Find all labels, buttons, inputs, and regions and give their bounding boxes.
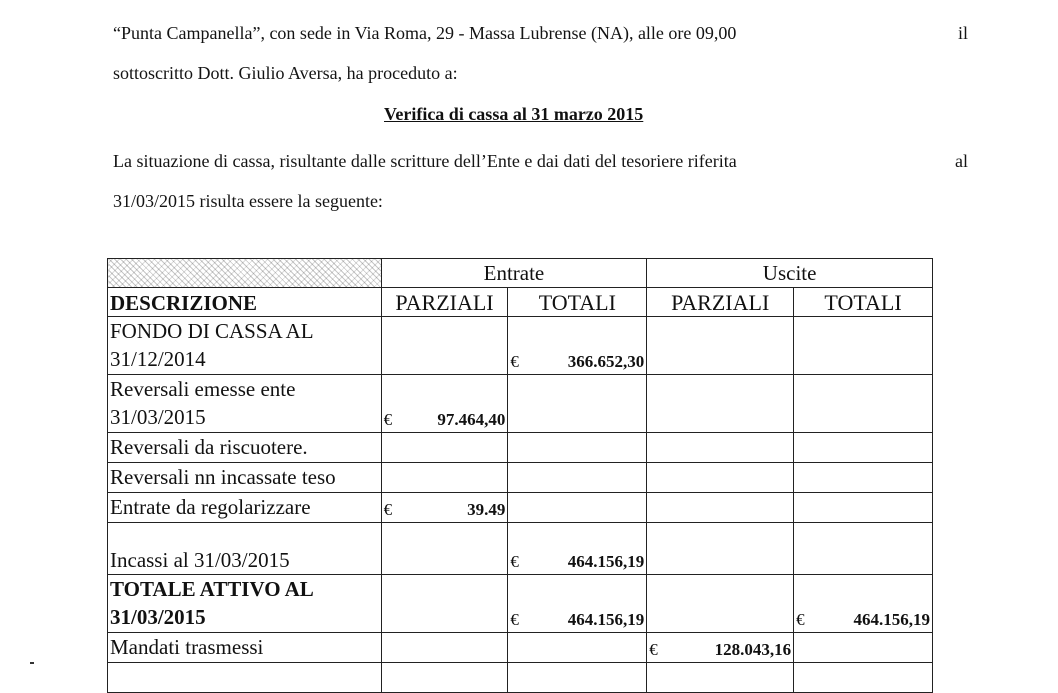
totali-uscite-cell [794,663,933,693]
paragraph-line-3-text: La situazione di cassa, risultante dalle scritture dell’Ente e dai dati del tesoriere riferita [113,151,737,171]
euro-sign: € [649,640,658,659]
parziali-uscite-cell [647,523,794,575]
paragraph-line-3-end: al [955,151,968,171]
table-row [108,375,933,433]
totali-entrate-cell [508,493,647,523]
section-heading: Verifica di cassa al 31 marzo 2015 [384,104,644,124]
totali-entrate-cell [508,575,647,633]
totali-entrate-cell [508,375,647,433]
parziali-uscite-cell [647,575,794,633]
euro-sign: € [383,500,393,519]
parziali-entrate-cell [381,523,508,575]
amount-value: 366.652,30 [567,352,645,371]
parziali-uscite-cell [647,663,794,693]
euro-sign: € [383,410,393,429]
totali-entrate-cell [508,633,647,663]
euro-sign: € [510,552,519,571]
amount [796,610,930,632]
amount-value: 97.464,40 [437,410,506,429]
uscite-group-header: Uscite [647,259,933,288]
parziali-entrate-header: PARZIALI [381,288,508,317]
parziali-uscite-header: PARZIALI [647,288,794,317]
euro-sign: € [796,610,805,629]
parziali-entrate-cell [381,317,508,375]
table-row [108,433,933,463]
row-description: Reversali emesse ente 31/03/2015 [108,375,382,433]
amount [510,352,644,374]
parziali-entrate-cell [381,633,508,663]
parziali-entrate-cell [381,463,508,493]
row-description: Entrate da regolarizzare [108,493,382,523]
totali-uscite-cell [794,375,933,433]
table-row [108,493,933,523]
row-description: Reversali da riscuotere. [108,433,382,463]
table-row [108,523,933,575]
parziali-uscite-cell [647,375,794,433]
cash-table-wrapper [107,258,933,678]
row-description: TOTALE ATTIVO AL 31/03/2015 [108,575,382,633]
paragraph-line-2: sottoscritto Dott. Giulio Aversa, ha proceduto a: [113,63,458,83]
totali-entrate-header: TOTALI [508,288,647,317]
cash-situation-table [107,258,933,693]
parziali-uscite-cell [647,633,794,663]
paragraph-line-1-end: il [957,23,968,43]
amount [510,610,644,632]
parziali-entrate-cell [381,375,508,433]
row-description: Reversali nn incassate teso [108,463,382,493]
euro-sign: € [510,610,519,629]
table-row [108,663,933,693]
descrizione-header: DESCRIZIONE [108,288,382,317]
parziali-uscite-cell [647,317,794,375]
totali-entrate-cell [508,463,647,493]
table-row [108,317,933,375]
parziali-entrate-cell [381,493,508,523]
table-row [108,463,933,493]
parziali-entrate-cell [381,433,508,463]
amount [649,640,791,662]
parziali-uscite-cell [647,493,794,523]
redacted-cell [108,259,382,288]
parziali-uscite-cell [647,463,794,493]
parziali-uscite-cell [647,433,794,463]
group-header-row [108,259,933,288]
totali-uscite-cell [794,493,933,523]
table-row [108,575,933,633]
paragraph-line-1-text: “Punta Campanella”, con sede in Via Roma, 29 - Massa Lubrense (NA), alle ore 09,00 [113,23,737,43]
entrate-group-header: Entrate [381,259,647,288]
totali-uscite-header: TOTALI [794,288,933,317]
totali-uscite-cell [794,317,933,375]
totali-uscite-cell [794,463,933,493]
scan-artifact [30,662,34,664]
totali-entrate-cell [508,663,647,693]
amount-value: 464.156,19 [567,610,645,629]
parziali-entrate-cell [381,663,508,693]
table-row [108,633,933,663]
row-description: Incassi al 31/03/2015 [108,523,382,575]
amount [384,410,506,432]
amount-value: 464.156,19 [567,552,645,571]
paragraph-line-3 [113,150,968,172]
totali-uscite-cell [794,523,933,575]
euro-sign: € [510,352,519,371]
amount-value: 39.49 [467,500,506,519]
totali-entrate-cell [508,433,647,463]
amount [510,552,644,574]
paragraph-line-1 [113,22,968,44]
amount-value: 464.156,19 [853,610,930,629]
column-header-row [108,288,933,317]
totali-uscite-cell [794,433,933,463]
row-description [108,663,382,693]
amount [384,500,506,522]
parziali-entrate-cell [381,575,508,633]
totali-entrate-cell [508,523,647,575]
totali-uscite-cell [794,633,933,663]
amount-value: 128.043,16 [714,640,792,659]
row-description: FONDO DI CASSA AL 31/12/2014 [108,317,382,375]
paragraph-line-4: 31/03/2015 risulta essere la seguente: [113,191,383,211]
row-description: Mandati trasmessi [108,633,382,663]
totali-uscite-cell [794,575,933,633]
totali-entrate-cell [508,317,647,375]
